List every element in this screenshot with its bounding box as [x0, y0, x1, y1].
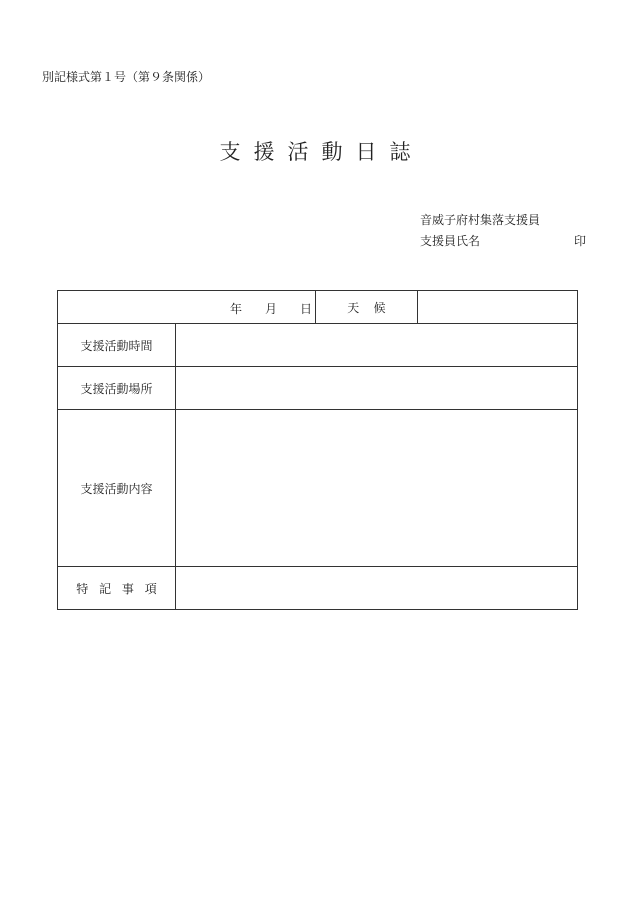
special-notes-label: 特記事項 [58, 567, 176, 610]
day-label: 日 [300, 302, 313, 316]
form-number: 別記様式第１号（第９条関係） [42, 70, 211, 84]
date-field[interactable] [58, 291, 316, 324]
seal-mark: 印 [574, 234, 587, 248]
table-row [58, 367, 578, 410]
activity-place-label: 支援活動場所 [58, 367, 176, 410]
table-row [58, 410, 578, 567]
supporter-name-label: 支援員氏名 [420, 234, 481, 248]
document-title: 支援活動日誌 [219, 140, 424, 164]
table-row [58, 324, 578, 367]
activity-place-field[interactable] [176, 367, 578, 410]
year-label: 年 [230, 302, 243, 316]
activity-content-field[interactable] [176, 410, 578, 567]
activity-content-label: 支援活動内容 [58, 410, 176, 567]
table-row [58, 567, 578, 610]
month-label: 月 [265, 302, 278, 316]
activity-time-field[interactable] [176, 324, 578, 367]
activity-log-table [57, 290, 578, 610]
activity-time-label: 支援活動時間 [58, 324, 176, 367]
date-weather-row [58, 291, 578, 324]
special-notes-field[interactable] [176, 567, 578, 610]
weather-label: 天候 [316, 291, 418, 324]
weather-field[interactable] [418, 291, 578, 324]
organization-label: 音威子府村集落支援員 [420, 213, 541, 227]
